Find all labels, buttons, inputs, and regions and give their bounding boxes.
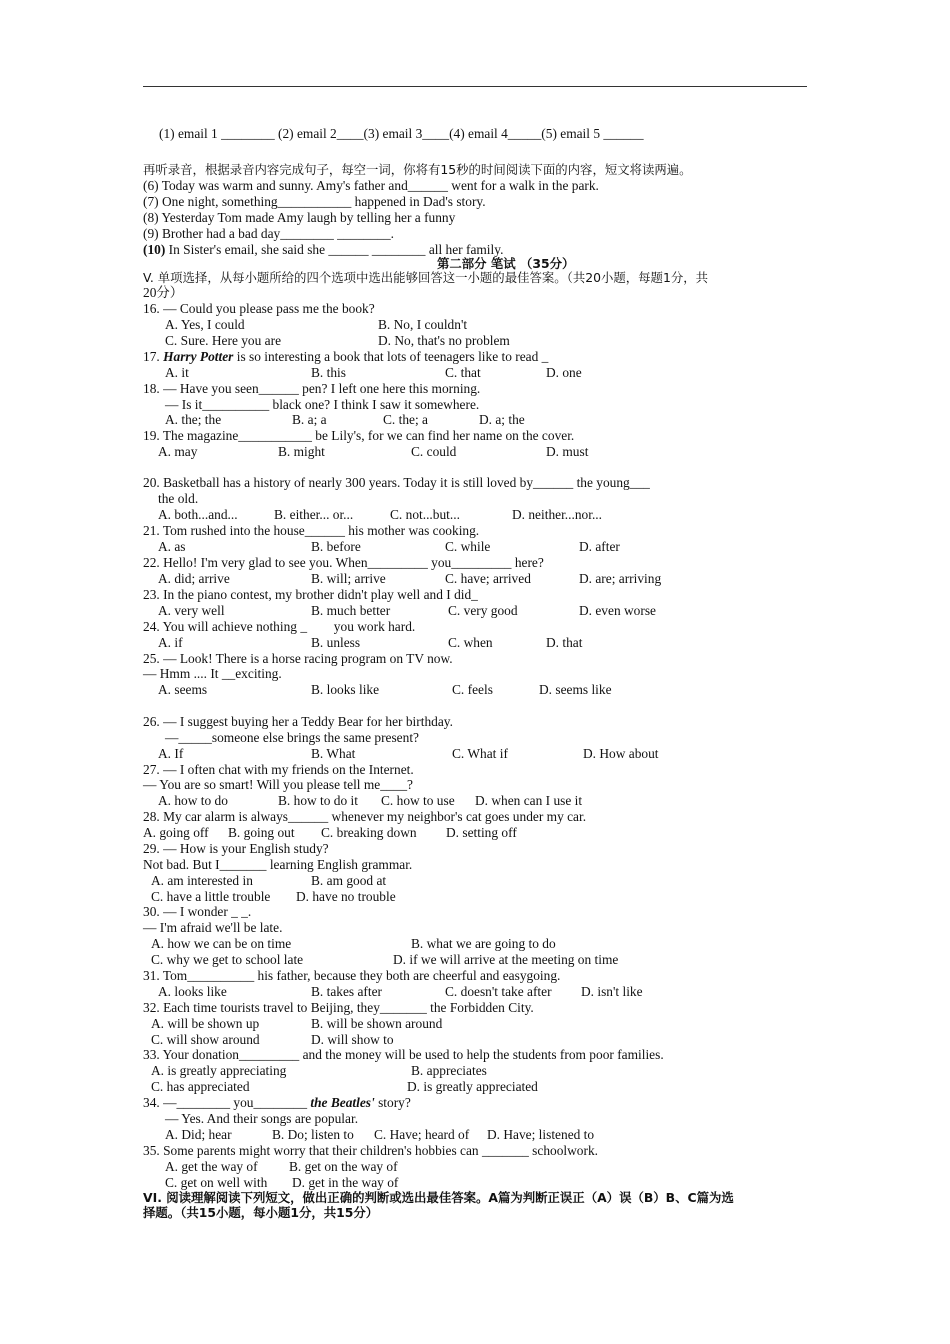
question-17-stem: [143, 349, 548, 365]
question-35-option-a[interactable]: A. get the way of: [165, 1159, 258, 1174]
question-30-option-a[interactable]: A. how we can be on time: [151, 936, 292, 951]
question-29-stem: 29. — How is your English study?: [143, 841, 329, 856]
question-19-option-b[interactable]: B. might: [278, 444, 325, 459]
sentence-10-text: In Sister's email, she said she ______ ________ all her family.: [165, 242, 504, 257]
question-25-option-c[interactable]: C. feels: [452, 682, 493, 697]
question-16-option-c[interactable]: C. Sure. Here you are: [165, 333, 282, 348]
question-27-option-a[interactable]: A. how to do: [158, 793, 228, 808]
question-29-option-d[interactable]: D. have no trouble: [296, 889, 396, 904]
question-34-option-b[interactable]: B. Do; listen to: [272, 1127, 354, 1142]
question-18-option-b[interactable]: B. a; a: [292, 412, 327, 427]
question-16-option-b[interactable]: B. No, I couldn't: [378, 317, 468, 332]
question-26-option-b[interactable]: B. What: [311, 746, 356, 761]
question-20-option-b[interactable]: B. either... or...: [274, 507, 354, 522]
question-24-option-d[interactable]: D. that: [546, 635, 583, 650]
question-16-option-a[interactable]: A. Yes, I could: [165, 317, 245, 332]
sentence-10-number: (10): [143, 242, 166, 257]
question-28-option-d[interactable]: D. setting off: [446, 825, 517, 840]
question-23-option-a[interactable]: A. very well: [158, 603, 225, 618]
question-17-book-title: Harry Potter: [163, 349, 234, 364]
question-26-stem: 26. — I suggest buying her a Teddy Bear for her birthday.: [143, 714, 453, 729]
question-27-stem: 27. — I often chat with my friends on the Internet.: [143, 762, 414, 777]
header-rule: [143, 86, 807, 87]
question-34-option-a[interactable]: A. Did; hear: [165, 1127, 232, 1142]
question-30-option-b[interactable]: B. what we are going to do: [411, 936, 556, 951]
emails-line: (1) email 1 ________ (2) email 2____(3) email 3____(4) email 4_____(5) email 5 ______: [159, 126, 644, 141]
question-23-option-d[interactable]: D. even worse: [579, 603, 656, 618]
question-33-option-a[interactable]: A. is greatly appreciating: [151, 1063, 287, 1078]
question-21-stem: 21. Tom rushed into the house______ his mother was cooking.: [143, 523, 480, 538]
question-32-stem: 32. Each time tourists travel to Beijing, they_______ the Forbidden City.: [143, 1000, 534, 1015]
question-16-stem: 16. — Could you please pass me the book?: [143, 301, 375, 316]
question-33-stem: 33. Your donation_________ and the money will be used to help the students from poor families.: [143, 1047, 664, 1062]
question-31-stem: 31. Tom__________ his father, because they both are cheerful and easygoing.: [143, 968, 561, 983]
question-35-option-d[interactable]: D. get in the way of: [292, 1175, 399, 1190]
question-20-option-a[interactable]: A. both...and...: [158, 507, 238, 522]
question-22-option-a[interactable]: A. did; arrive: [158, 571, 230, 586]
question-33-option-b[interactable]: B. appreciates: [411, 1063, 487, 1078]
question-34-stem-2: — Yes. And their songs are popular.: [165, 1111, 359, 1126]
question-17-number: 17.: [143, 349, 164, 364]
question-20-option-c[interactable]: C. not...but...: [390, 507, 460, 522]
question-26-option-d[interactable]: D. How about: [583, 746, 659, 761]
sentence-9: (9) Brother had a bad day________ ________.: [143, 226, 395, 241]
question-31-option-a[interactable]: A. looks like: [158, 984, 227, 999]
question-28-option-c[interactable]: C. breaking down: [321, 825, 417, 840]
question-29-stem-2: Not bad. But I_______ learning English grammar.: [143, 857, 413, 872]
question-19-option-c[interactable]: C. could: [411, 444, 457, 459]
question-31-option-d[interactable]: D. isn't like: [581, 984, 643, 999]
question-33-option-d[interactable]: D. is greatly appreciated: [407, 1079, 538, 1094]
question-25-option-a[interactable]: A. seems: [158, 682, 208, 697]
question-21-option-a[interactable]: A. as: [158, 539, 186, 554]
question-27-stem-2: — You are so smart! Will you please tell me____?: [143, 777, 413, 792]
question-17-option-a[interactable]: A. it: [165, 365, 189, 380]
question-17-stem-rest: is so interesting a book that lots of teenagers like to read _: [233, 349, 549, 364]
question-34-title: the Beatles': [310, 1095, 375, 1110]
part2-title: 第二部分 笔试 （35分）: [437, 256, 575, 271]
question-29-option-b[interactable]: B. am good at: [311, 873, 387, 888]
question-34-option-d[interactable]: D. Have; listened to: [487, 1127, 595, 1142]
question-27-option-d[interactable]: D. when can I use it: [475, 793, 583, 808]
question-32-option-c[interactable]: C. will show around: [151, 1032, 260, 1047]
question-32-option-a[interactable]: A. will be shown up: [151, 1016, 260, 1031]
question-16-option-d[interactable]: D. No, that's no problem: [378, 333, 510, 348]
question-35-option-b[interactable]: B. get on the way of: [289, 1159, 398, 1174]
question-25-option-b[interactable]: B. looks like: [311, 682, 380, 697]
question-33-option-c[interactable]: C. has appreciated: [151, 1079, 250, 1094]
question-18-option-d[interactable]: D. a; the: [479, 412, 525, 427]
question-23-option-c[interactable]: C. very good: [448, 603, 518, 618]
question-24-option-c[interactable]: C. when: [448, 635, 493, 650]
question-26-option-a[interactable]: A. If: [158, 746, 184, 761]
question-34-stem-post: story?: [374, 1095, 411, 1110]
question-17-option-b[interactable]: B. this: [311, 365, 346, 380]
question-24-option-a[interactable]: A. if: [158, 635, 183, 650]
question-34-option-c[interactable]: C. Have; heard of: [374, 1127, 470, 1142]
question-17-option-d[interactable]: D. one: [546, 365, 582, 380]
question-28-option-a[interactable]: A. going off: [143, 825, 209, 840]
question-32-option-d[interactable]: D. will show to: [311, 1032, 394, 1047]
question-18-option-c[interactable]: C. the; a: [383, 412, 428, 427]
question-28-option-b[interactable]: B. going out: [228, 825, 295, 840]
sentence-7: (7) One night, something___________ happened in Dad's story.: [143, 194, 486, 209]
question-31-option-c[interactable]: C. doesn't take after: [445, 984, 552, 999]
question-22-option-d[interactable]: D. are; arriving: [579, 571, 662, 586]
question-31-option-b[interactable]: B. takes after: [311, 984, 383, 999]
question-20-stem-2: the old.: [158, 491, 199, 506]
question-25-option-d[interactable]: D. seems like: [539, 682, 612, 697]
sentence-6: (6) Today was warm and sunny. Amy's father and______ went for a walk in the park.: [143, 178, 599, 193]
question-24-option-b[interactable]: B. unless: [311, 635, 361, 650]
question-26-stem-2: —_____someone else brings the same present?: [165, 730, 419, 745]
question-19-stem: 19. The magazine___________ be Lily's, for we can find her name on the cover.: [143, 428, 575, 443]
question-27-option-b[interactable]: B. how to do it: [278, 793, 358, 808]
question-22-option-b[interactable]: B. will; arrive: [311, 571, 386, 586]
question-19-option-d[interactable]: D. must: [546, 444, 589, 459]
question-30-stem: 30. — I wonder _ _.: [143, 904, 252, 919]
question-18-stem-2: — Is it__________ black one? I think I saw it somewhere.: [165, 397, 480, 412]
question-25-stem: 25. — Look! There is a horse racing program on TV now.: [143, 651, 453, 666]
question-18-stem: 18. — Have you seen______ pen? I left one here this morning.: [143, 381, 481, 396]
question-28-stem: 28. My car alarm is always______ whenever my neighbor's cat goes under my car.: [143, 809, 587, 824]
section-vi-instruction-1: VI. 阅读理解阅读下列短文，做出正确的判断或选出最佳答案。A篇为判断正误正（A）误（B）B、C篇为选: [143, 1190, 734, 1205]
question-24-stem: 24. You will achieve nothing _ you work hard.: [143, 619, 416, 634]
question-29-option-c[interactable]: C. have a little trouble: [151, 889, 271, 904]
listening-instruction: 再听录音，根据录音内容完成句子，每空一词，你将有15秒的时间阅读下面的内容，短文将读两遍。: [143, 162, 692, 177]
question-21-option-d[interactable]: D. after: [579, 539, 620, 554]
question-27-option-c[interactable]: C. how to use: [381, 793, 455, 808]
question-19-option-a[interactable]: A. may: [158, 444, 198, 459]
question-22-stem: 22. Hello! I'm very glad to see you. When_________ you_________ here?: [143, 555, 544, 570]
section-vi-instruction-2: 择题。（共15小题，每小题1分，共15分）: [143, 1205, 379, 1220]
question-21-option-b[interactable]: B. before: [311, 539, 361, 554]
sentence-8: (8) Yesterday Tom made Amy laugh by telling her a funny: [143, 210, 456, 225]
question-25-stem-2: — Hmm .... It __exciting.: [143, 666, 282, 681]
question-34-stem: [143, 1095, 411, 1111]
question-20-option-d[interactable]: D. neither...nor...: [512, 507, 602, 522]
question-30-option-c[interactable]: C. why we get to school late: [151, 952, 304, 967]
question-22-option-c[interactable]: C. have; arrived: [445, 571, 531, 586]
question-18-option-a[interactable]: A. the; the: [165, 412, 222, 427]
section-v-instruction-2: 20分）: [143, 285, 184, 300]
question-17-option-c[interactable]: C. that: [445, 365, 481, 380]
question-23-stem: 23. In the piano contest, my brother didn't play well and I did_: [143, 587, 478, 602]
section-v-instruction-1: V. 单项选择，从每小题所给的四个选项中选出能够回答这一小题的最佳答案。（共20小题，每题1分，共: [143, 270, 709, 285]
question-29-option-a[interactable]: A. am interested in: [151, 873, 253, 888]
question-26-option-c[interactable]: C. What if: [452, 746, 508, 761]
question-30-option-d[interactable]: D. if we will arrive at the meeting on time: [393, 952, 619, 967]
question-35-option-c[interactable]: C. get on well with: [165, 1175, 268, 1190]
question-20-stem: 20. Basketball has a history of nearly 300 years. Today it is still loved by______ the young___: [143, 475, 650, 490]
question-35-stem: 35. Some parents might worry that their children's hobbies can _______ schoolwork.: [143, 1143, 599, 1158]
question-34-stem-pre: 34. —________ you________: [143, 1095, 311, 1110]
question-21-option-c[interactable]: C. while: [445, 539, 491, 554]
question-30-stem-2: — I'm afraid we'll be late.: [143, 920, 283, 935]
question-23-option-b[interactable]: B. much better: [311, 603, 391, 618]
question-32-option-b[interactable]: B. will be shown around: [311, 1016, 443, 1031]
